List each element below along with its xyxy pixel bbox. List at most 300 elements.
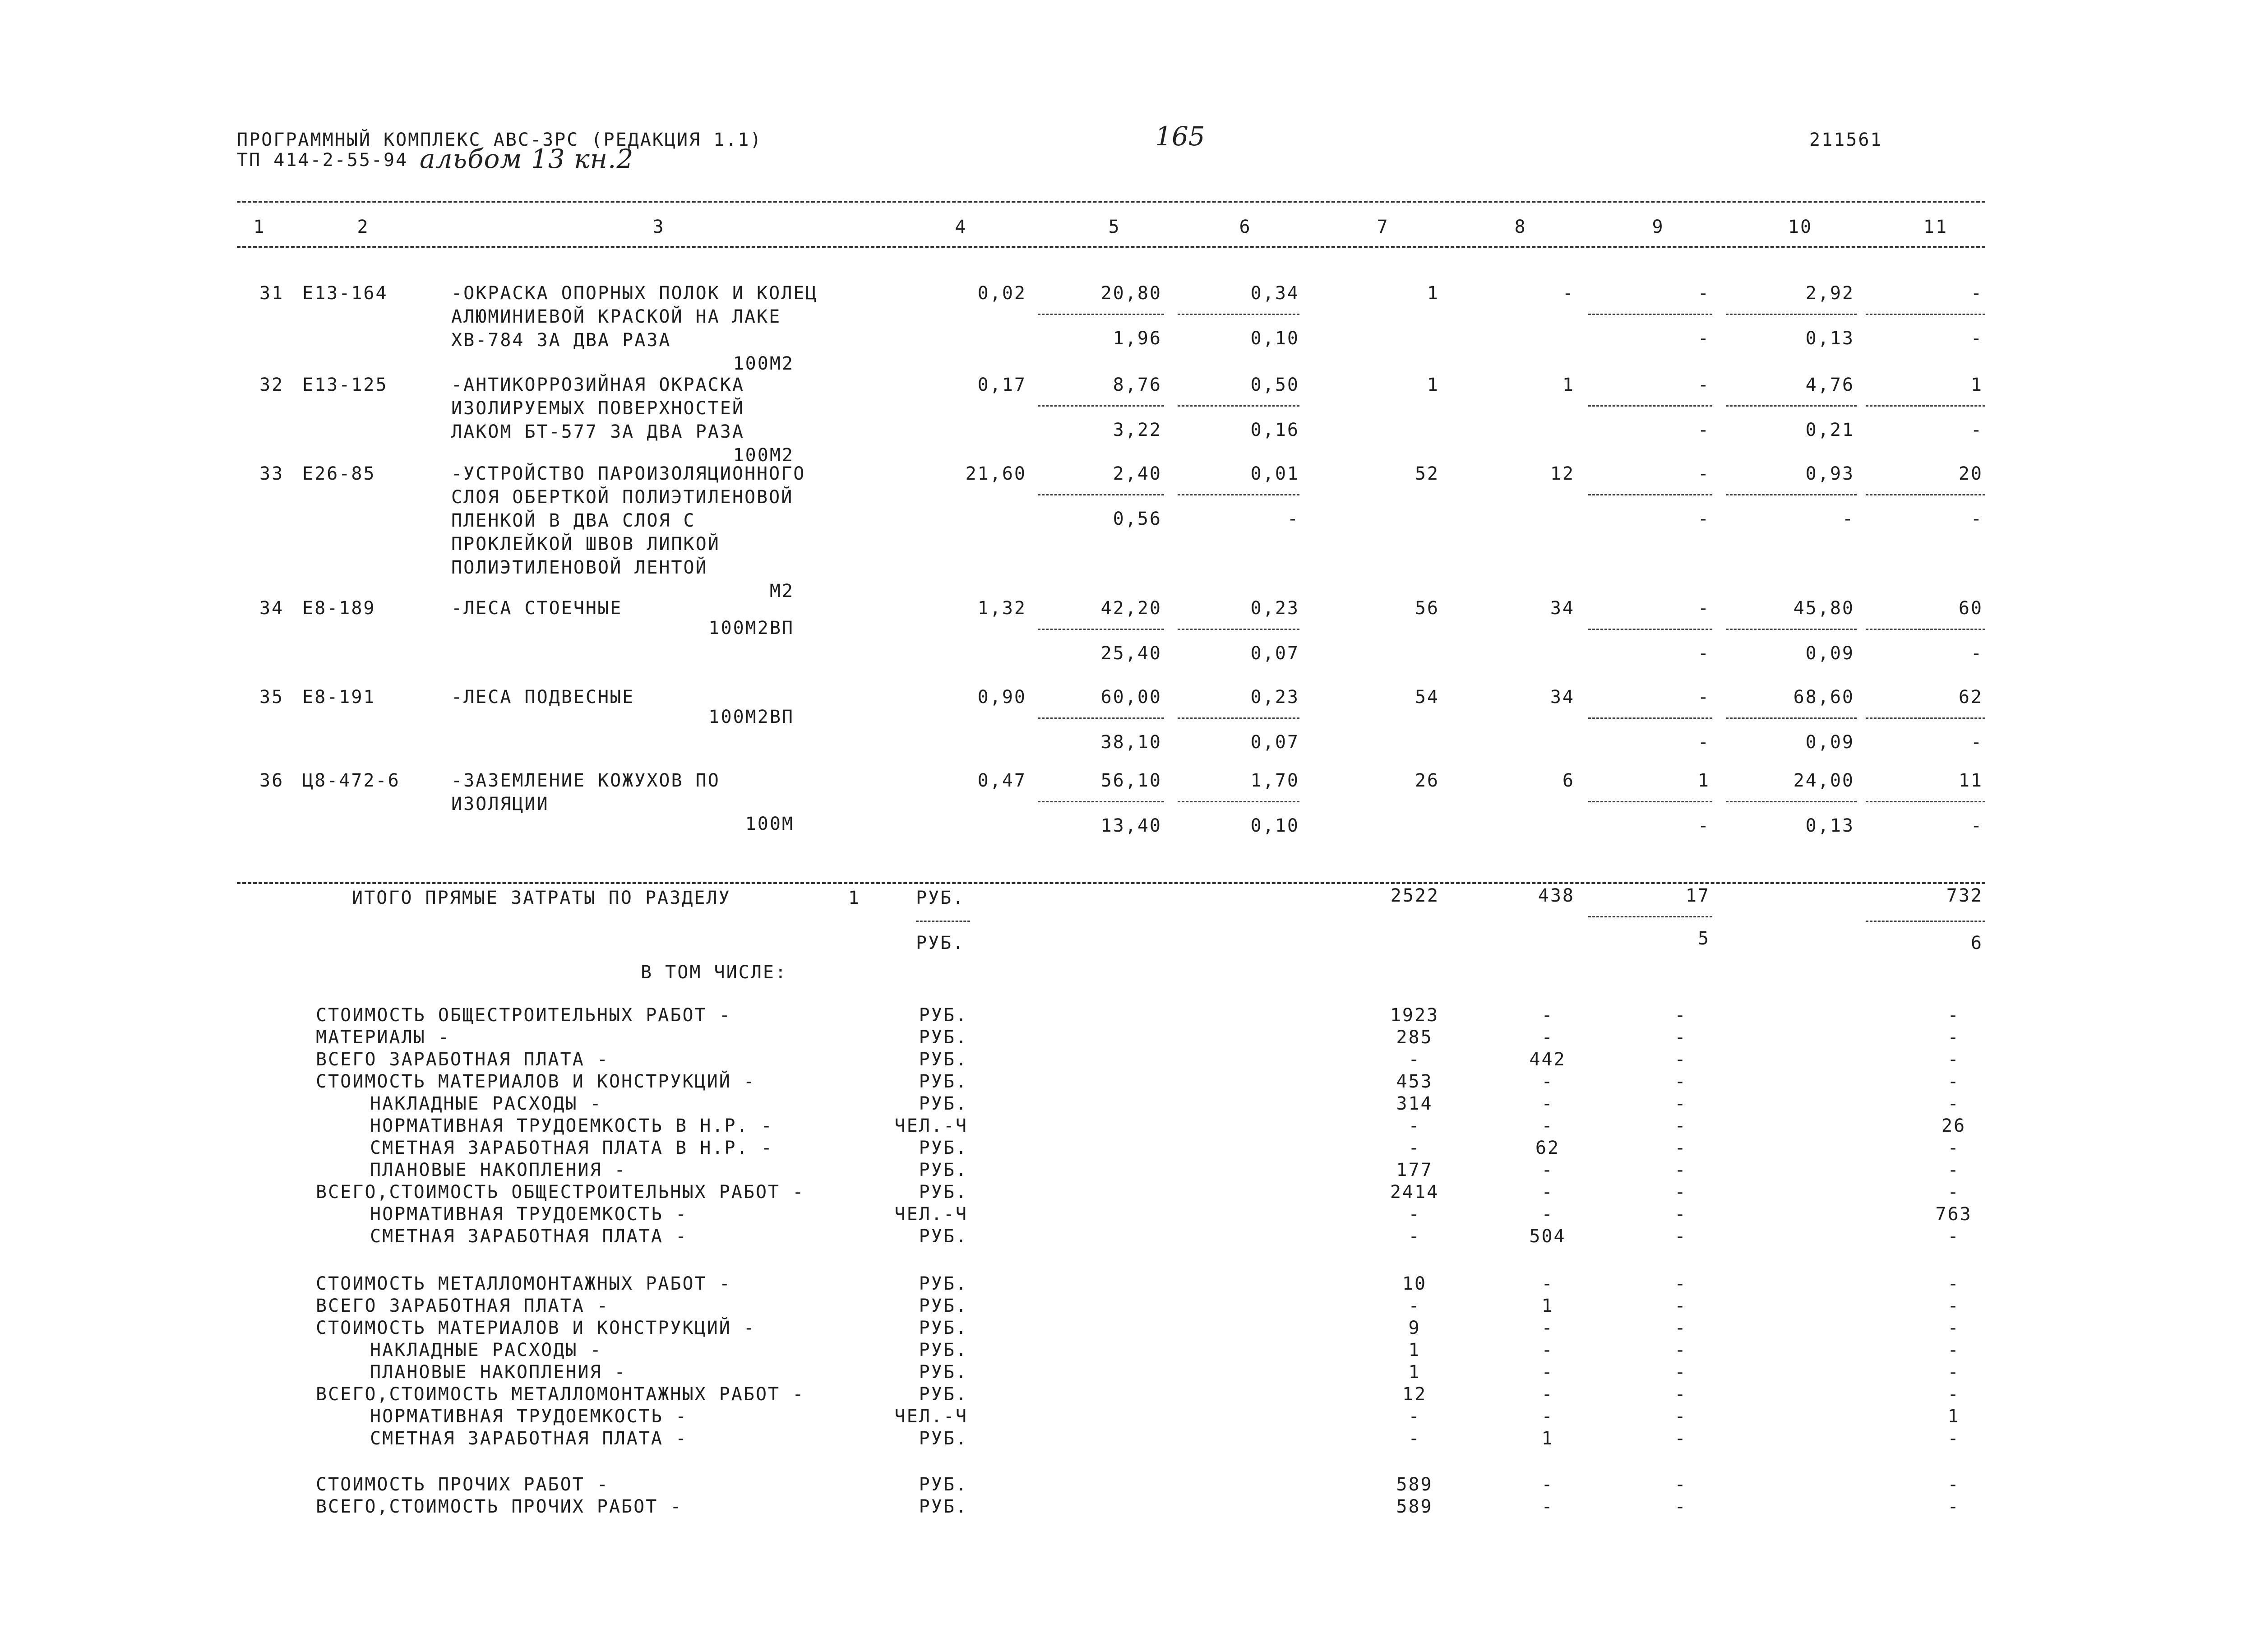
page-number: 165 xyxy=(1155,121,1205,152)
work-description-line: -УСТРОЙСТВО ПАРОИЗОЛЯЦИОННОГО xyxy=(451,463,806,484)
summary-label: ВСЕГО ЗАРАБОТНАЯ ПЛАТА - xyxy=(316,1296,609,1316)
work-description-line: -ОКРАСКА ОПОРНЫХ ПОЛОК И КОЛЕЦ xyxy=(451,283,818,304)
summary-label: МАТЕРИАЛЫ - xyxy=(316,1027,450,1048)
totals-cost: 2522 xyxy=(1390,885,1439,906)
summary-wages: - xyxy=(1541,1027,1554,1048)
summary-label: СМЕТНАЯ ЗАРАБОТНАЯ ПЛАТА - xyxy=(370,1226,688,1247)
total-cost: 54 xyxy=(1415,687,1439,708)
cell-separator xyxy=(1588,314,1712,315)
machine-wages: - xyxy=(1697,509,1710,529)
row-number: 32 xyxy=(259,375,284,395)
cell-separator xyxy=(1588,717,1712,719)
work-description-line: ХВ-784 ЗА ДВА РАЗА xyxy=(451,330,671,351)
total-cost: 52 xyxy=(1415,463,1439,484)
summary-label: СТОИМОСТЬ ПРОЧИХ РАБОТ - xyxy=(316,1474,609,1495)
cell-separator xyxy=(1038,717,1164,719)
unit-cost-total: 2,40 xyxy=(1113,463,1162,484)
summary-label: НАКЛАДНЫЕ РАСХОДЫ - xyxy=(370,1093,602,1114)
machine-wages: - xyxy=(1697,732,1710,753)
work-description-line: ПЛЕНКОЙ В ДВА СЛОЯ С xyxy=(451,510,696,531)
column-header-10: 10 xyxy=(1788,217,1813,237)
summary-cost: - xyxy=(1408,1115,1421,1136)
summary-labor-hours: - xyxy=(1947,1160,1960,1180)
summary-unit: РУБ. xyxy=(919,1226,968,1247)
summary-unit: РУБ. xyxy=(919,1049,968,1070)
quantity: 0,90 xyxy=(977,687,1026,708)
cell-separator xyxy=(1726,717,1857,719)
summary-cost: 10 xyxy=(1402,1273,1427,1294)
totals-unit: РУБ. xyxy=(916,888,965,908)
cell-separator xyxy=(1726,629,1857,630)
unit-of-measure: 100М2 xyxy=(733,445,794,466)
work-description-line: АЛЮМИНИЕВОЙ КРАСКОЙ НА ЛАКЕ xyxy=(451,306,781,327)
quantity: 1,32 xyxy=(977,598,1026,619)
unit-labor-machinist: 0,07 xyxy=(1250,732,1299,753)
summary-label: ВСЕГО,СТОИМОСТЬ МЕТАЛЛОМОНТАЖНЫХ РАБОТ - xyxy=(316,1384,805,1405)
labor-hours: - xyxy=(1970,283,1983,304)
total-cost: 1 xyxy=(1427,283,1439,304)
summary-label: НОРМАТИВНАЯ ТРУДОЕМКОСТЬ - xyxy=(370,1406,688,1427)
summary-machine: - xyxy=(1674,1182,1687,1203)
labor-hours-machinist: - xyxy=(1970,815,1983,836)
summary-machine: - xyxy=(1674,1362,1687,1383)
total-wages: 1 xyxy=(1562,375,1575,395)
summary-cost: 1923 xyxy=(1390,1005,1439,1026)
cell-separator xyxy=(1178,314,1299,315)
summary-machine: - xyxy=(1674,1160,1687,1180)
cell-separator xyxy=(1866,405,1985,407)
cell-separator xyxy=(1866,494,1985,495)
summary-wages: - xyxy=(1541,1273,1554,1294)
summary-wages: - xyxy=(1541,1340,1554,1360)
summary-label: СТОИМОСТЬ МАТЕРИАЛОВ И КОНСТРУКЦИЙ - xyxy=(316,1071,756,1092)
unit-of-measure: 100М2 xyxy=(733,353,794,374)
cell-separator xyxy=(1726,494,1857,495)
handwritten-album-note: альбом 13 кн.2 xyxy=(420,143,634,174)
summary-cost: 589 xyxy=(1396,1496,1433,1517)
totals-machine-cost: 17 xyxy=(1685,885,1710,906)
labor-total: 0,93 xyxy=(1805,463,1854,484)
summary-labor-hours: - xyxy=(1947,1318,1960,1338)
labor-total: 45,80 xyxy=(1793,598,1854,619)
cell-separator xyxy=(1588,629,1712,630)
unit-cost-wages: 1,96 xyxy=(1113,328,1162,349)
summary-cost: 314 xyxy=(1396,1093,1433,1114)
summary-unit: РУБ. xyxy=(919,1496,968,1517)
cell-separator xyxy=(1038,494,1164,495)
summary-cost: - xyxy=(1408,1406,1421,1427)
summary-unit: РУБ. xyxy=(919,1071,968,1092)
rate-code: Е13-125 xyxy=(302,375,388,395)
summary-unit: РУБ. xyxy=(919,1182,968,1203)
cell-separator xyxy=(1178,717,1299,719)
totals-label: ИТОГО ПРЯМЫЕ ЗАТРАТЫ ПО РАЗДЕЛУ xyxy=(352,888,731,908)
summary-wages: 442 xyxy=(1529,1049,1566,1070)
summary-wages: - xyxy=(1541,1318,1554,1338)
summary-wages: - xyxy=(1541,1071,1554,1092)
including-heading: В ТОМ ЧИСЛЕ: xyxy=(641,962,787,983)
cell-separator xyxy=(1726,801,1857,802)
summary-cost: 12 xyxy=(1402,1384,1427,1405)
summary-label: СТОИМОСТЬ МЕТАЛЛОМОНТАЖНЫХ РАБОТ - xyxy=(316,1273,731,1294)
totals-separator xyxy=(1588,916,1712,917)
labor-total: 24,00 xyxy=(1793,770,1854,791)
summary-unit: РУБ. xyxy=(919,1474,968,1495)
rate-code: Е26-85 xyxy=(302,463,376,484)
unit-labor: 0,50 xyxy=(1250,375,1299,395)
labor-hours-machinist: - xyxy=(1970,509,1983,529)
machine-wages: - xyxy=(1697,420,1710,440)
unit-cost-total: 56,10 xyxy=(1100,770,1162,791)
summary-unit: РУБ. xyxy=(919,1027,968,1048)
summary-wages: - xyxy=(1541,1204,1554,1225)
project-code: ТП 414-2-55-94 xyxy=(237,150,408,171)
labor-hours-machinist: - xyxy=(1970,420,1983,440)
labor-total: 4,76 xyxy=(1805,375,1854,395)
unit-of-measure: 100М2ВП xyxy=(708,707,794,727)
summary-label: СТОИМОСТЬ МАТЕРИАЛОВ И КОНСТРУКЦИЙ - xyxy=(316,1318,756,1338)
machine-cost: - xyxy=(1697,463,1710,484)
work-description-line: ПРОКЛЕЙКОЙ ШВОВ ЛИПКОЙ xyxy=(451,534,720,555)
cell-separator xyxy=(1038,801,1164,802)
summary-cost: 1 xyxy=(1408,1340,1421,1360)
labor-hours-machinist: - xyxy=(1970,732,1983,753)
summary-machine: - xyxy=(1674,1204,1687,1225)
summary-machine: - xyxy=(1674,1340,1687,1360)
summary-unit: РУБ. xyxy=(919,1273,968,1294)
summary-wages: - xyxy=(1541,1093,1554,1114)
unit-cost-wages: 25,40 xyxy=(1100,643,1162,664)
machine-wages: - xyxy=(1697,643,1710,664)
summary-label: СТОИМОСТЬ ОБЩЕСТРОИТЕЛЬНЫХ РАБОТ - xyxy=(316,1005,731,1026)
rate-code: Е8-191 xyxy=(302,687,376,708)
unit-cost-wages: 13,40 xyxy=(1100,815,1162,836)
summary-unit: РУБ. xyxy=(919,1093,968,1114)
total-cost: 1 xyxy=(1427,375,1439,395)
labor-machinist: 0,09 xyxy=(1805,643,1854,664)
labor-hours-machinist: - xyxy=(1970,643,1983,664)
cell-separator xyxy=(1726,405,1857,407)
column-header-8: 8 xyxy=(1514,217,1527,237)
summary-label: СМЕТНАЯ ЗАРАБОТНАЯ ПЛАТА - xyxy=(370,1428,688,1449)
labor-total: 68,60 xyxy=(1793,687,1854,708)
work-description-line: СЛОЯ ОБЕРТКОЙ ПОЛИЭТИЛЕНОВОЙ xyxy=(451,487,794,508)
summary-machine: - xyxy=(1674,1318,1687,1338)
summary-wages: 1 xyxy=(1541,1296,1554,1316)
column-header-2: 2 xyxy=(357,217,370,237)
machine-cost: - xyxy=(1697,687,1710,708)
unit-labor: 0,34 xyxy=(1250,283,1299,304)
summary-machine: - xyxy=(1674,1005,1687,1026)
column-header-6: 6 xyxy=(1239,217,1252,237)
labor-machinist: - xyxy=(1842,509,1854,529)
quantity: 0,17 xyxy=(977,375,1026,395)
row-number: 31 xyxy=(259,283,284,304)
summary-labor-hours: - xyxy=(1947,1071,1960,1092)
totals-separator xyxy=(1866,921,1985,922)
summary-cost: - xyxy=(1408,1428,1421,1449)
summary-wages: - xyxy=(1541,1496,1554,1517)
summary-machine: - xyxy=(1674,1115,1687,1136)
summary-labor-hours: 26 xyxy=(1941,1115,1966,1136)
labor-hours: 11 xyxy=(1958,770,1983,791)
summary-unit: РУБ. xyxy=(919,1318,968,1338)
summary-label: НОРМАТИВНАЯ ТРУДОЕМКОСТЬ В Н.Р. - xyxy=(370,1115,773,1136)
summary-unit: РУБ. xyxy=(919,1296,968,1316)
summary-label: СМЕТНАЯ ЗАРАБОТНАЯ ПЛАТА В Н.Р. - xyxy=(370,1138,773,1158)
summary-cost: - xyxy=(1408,1204,1421,1225)
unit-cost-total: 20,80 xyxy=(1100,283,1162,304)
summary-machine: - xyxy=(1674,1474,1687,1495)
work-description-line: ИЗОЛЯЦИИ xyxy=(451,794,549,814)
work-description-line: -ЛЕСА ПОДВЕСНЫЕ xyxy=(451,687,635,708)
summary-wages: - xyxy=(1541,1005,1554,1026)
summary-cost: 177 xyxy=(1396,1160,1433,1180)
column-header-1: 1 xyxy=(253,217,266,237)
summary-cost: 285 xyxy=(1396,1027,1433,1048)
cell-separator xyxy=(1588,405,1712,407)
machine-wages: - xyxy=(1697,815,1710,836)
summary-label: НОРМАТИВНАЯ ТРУДОЕМКОСТЬ - xyxy=(370,1204,688,1225)
labor-machinist: 0,21 xyxy=(1805,420,1854,440)
quantity: 0,47 xyxy=(977,770,1026,791)
summary-labor-hours: - xyxy=(1947,1005,1960,1026)
unit-cost-wages: 3,22 xyxy=(1113,420,1162,440)
cell-separator xyxy=(1038,405,1164,407)
summary-labor-hours: - xyxy=(1947,1362,1960,1383)
summary-wages: 1 xyxy=(1541,1428,1554,1449)
machine-cost: - xyxy=(1697,598,1710,619)
summary-labor-hours: - xyxy=(1947,1226,1960,1247)
labor-machinist: 0,13 xyxy=(1805,815,1854,836)
summary-wages: - xyxy=(1541,1362,1554,1383)
labor-hours: 1 xyxy=(1970,375,1983,395)
summary-machine: - xyxy=(1674,1138,1687,1158)
summary-wages: - xyxy=(1541,1160,1554,1180)
unit-labor: 0,01 xyxy=(1250,463,1299,484)
column-header-4: 4 xyxy=(955,217,967,237)
summary-cost: - xyxy=(1408,1138,1421,1158)
summary-cost: 589 xyxy=(1396,1474,1433,1495)
totals-section: 1 xyxy=(848,888,861,908)
labor-hours-machinist: - xyxy=(1970,328,1983,349)
unit-of-measure: 100М xyxy=(745,814,794,834)
document-number: 211561 xyxy=(1809,130,1883,150)
summary-labor-hours: - xyxy=(1947,1496,1960,1517)
cell-separator xyxy=(1038,314,1164,315)
summary-unit: РУБ. xyxy=(919,1384,968,1405)
total-wages: 34 xyxy=(1550,598,1575,619)
rate-code: Е8-189 xyxy=(302,598,376,619)
labor-machinist: 0,13 xyxy=(1805,328,1854,349)
summary-label: НАКЛАДНЫЕ РАСХОДЫ - xyxy=(370,1340,602,1360)
summary-labor-hours: - xyxy=(1947,1474,1960,1495)
summary-cost: 2414 xyxy=(1390,1182,1439,1203)
total-wages: 12 xyxy=(1550,463,1575,484)
summary-wages: - xyxy=(1541,1406,1554,1427)
summary-unit: РУБ. xyxy=(919,1138,968,1158)
summary-labor-hours: - xyxy=(1947,1027,1960,1048)
column-header-3: 3 xyxy=(652,217,665,237)
summary-wages: - xyxy=(1541,1384,1554,1405)
unit-labor-machinist: 0,10 xyxy=(1250,815,1299,836)
total-wages: 34 xyxy=(1550,687,1575,708)
cell-separator xyxy=(1866,314,1985,315)
total-wages: - xyxy=(1562,283,1575,304)
machine-cost: - xyxy=(1697,375,1710,395)
unit-cost-total: 60,00 xyxy=(1100,687,1162,708)
column-header-9: 9 xyxy=(1652,217,1664,237)
machine-cost: 1 xyxy=(1697,770,1710,791)
unit-of-measure: М2 xyxy=(769,581,794,602)
unit-labor-machinist: 0,07 xyxy=(1250,643,1299,664)
unit-of-measure: 100М2ВП xyxy=(708,618,794,639)
summary-label: ВСЕГО ЗАРАБОТНАЯ ПЛАТА - xyxy=(316,1049,609,1070)
table-bottom-rule xyxy=(237,882,1985,884)
summary-labor-hours: 1 xyxy=(1947,1406,1960,1427)
unit-labor: 0,23 xyxy=(1250,598,1299,619)
summary-labor-hours: - xyxy=(1947,1138,1960,1158)
unit-labor-machinist: - xyxy=(1287,509,1299,529)
summary-labor-hours: - xyxy=(1947,1273,1960,1294)
work-description-line: ЛАКОМ БТ-577 ЗА ДВА РАЗА xyxy=(451,421,744,442)
summary-labor-hours: - xyxy=(1947,1049,1960,1070)
cell-separator xyxy=(1866,717,1985,719)
totals-unit-separator xyxy=(916,921,970,922)
work-description-line: -ЗАЗЕМЛЕНИЕ КОЖУХОВ ПО xyxy=(451,770,720,791)
total-cost: 56 xyxy=(1415,598,1439,619)
summary-unit: РУБ. xyxy=(919,1340,968,1360)
cell-separator xyxy=(1178,629,1299,630)
totals-machine-wages: 5 xyxy=(1697,928,1710,949)
summary-cost: 1 xyxy=(1408,1362,1421,1383)
unit-cost-total: 42,20 xyxy=(1100,598,1162,619)
summary-unit: РУБ. xyxy=(919,1160,968,1180)
row-number: 35 xyxy=(259,687,284,708)
column-header-5: 5 xyxy=(1108,217,1121,237)
summary-machine: - xyxy=(1674,1049,1687,1070)
summary-machine: - xyxy=(1674,1093,1687,1114)
labor-hours: 20 xyxy=(1958,463,1983,484)
summary-label: ПЛАНОВЫЕ НАКОПЛЕНИЯ - xyxy=(370,1362,627,1383)
unit-labor: 1,70 xyxy=(1250,770,1299,791)
labor-total: 2,92 xyxy=(1805,283,1854,304)
cell-separator xyxy=(1866,629,1985,630)
cell-separator xyxy=(1178,494,1299,495)
summary-labor-hours: - xyxy=(1947,1093,1960,1114)
unit-labor: 0,23 xyxy=(1250,687,1299,708)
summary-labor-hours: - xyxy=(1947,1340,1960,1360)
summary-unit: ЧЕЛ.-Ч xyxy=(894,1406,968,1427)
unit-cost-wages: 38,10 xyxy=(1100,732,1162,753)
summary-labor-hours: 763 xyxy=(1935,1204,1972,1225)
quantity: 0,02 xyxy=(977,283,1026,304)
unit-labor-machinist: 0,10 xyxy=(1250,328,1299,349)
summary-cost: - xyxy=(1408,1296,1421,1316)
unit-cost-wages: 0,56 xyxy=(1113,509,1162,529)
summary-unit: РУБ. xyxy=(919,1428,968,1449)
rate-code: Е13-164 xyxy=(302,283,388,304)
machine-wages: - xyxy=(1697,328,1710,349)
work-description-line: ИЗОЛИРУЕМЫХ ПОВЕРХНОСТЕЙ xyxy=(451,398,744,419)
summary-machine: - xyxy=(1674,1027,1687,1048)
summary-machine: - xyxy=(1674,1496,1687,1517)
summary-unit: РУБ. xyxy=(919,1362,968,1383)
machine-cost: - xyxy=(1697,283,1710,304)
summary-wages: 62 xyxy=(1535,1138,1560,1158)
cell-separator xyxy=(1178,405,1299,407)
work-description-line: -АНТИКОРРОЗИЙНАЯ ОКРАСКА xyxy=(451,375,744,395)
summary-machine: - xyxy=(1674,1296,1687,1316)
summary-cost: 453 xyxy=(1396,1071,1433,1092)
summary-label: ВСЕГО,СТОИМОСТЬ ОБЩЕСТРОИТЕЛЬНЫХ РАБОТ - xyxy=(316,1182,805,1203)
cell-separator xyxy=(1588,494,1712,495)
summary-machine: - xyxy=(1674,1384,1687,1405)
column-header-11: 11 xyxy=(1923,217,1948,237)
summary-wages: - xyxy=(1541,1182,1554,1203)
labor-hours: 60 xyxy=(1958,598,1983,619)
cell-separator xyxy=(1178,801,1299,802)
summary-labor-hours: - xyxy=(1947,1296,1960,1316)
totals-labor-hours-machinist: 6 xyxy=(1970,933,1983,953)
summary-unit: РУБ. xyxy=(919,1005,968,1026)
cell-separator xyxy=(1588,801,1712,802)
summary-wages: - xyxy=(1541,1115,1554,1136)
summary-labor-hours: - xyxy=(1947,1428,1960,1449)
totals-unit-2: РУБ. xyxy=(916,933,965,953)
summary-label: ВСЕГО,СТОИМОСТЬ ПРОЧИХ РАБОТ - xyxy=(316,1496,683,1517)
row-number: 36 xyxy=(259,770,284,791)
totals-labor-hours: 732 xyxy=(1946,885,1983,906)
program-title: ПРОГРАММНЫЙ КОМПЛЕКС АВС-3РС (РЕДАКЦИЯ 1.1) xyxy=(237,130,763,150)
summary-machine: - xyxy=(1674,1071,1687,1092)
summary-machine: - xyxy=(1674,1406,1687,1427)
total-cost: 26 xyxy=(1415,770,1439,791)
summary-cost: - xyxy=(1408,1226,1421,1247)
summary-machine: - xyxy=(1674,1273,1687,1294)
labor-hours: 62 xyxy=(1958,687,1983,708)
rate-code: Ц8-472-6 xyxy=(302,770,400,791)
summary-unit: ЧЕЛ.-Ч xyxy=(894,1204,968,1225)
summary-machine: - xyxy=(1674,1428,1687,1449)
summary-labor-hours: - xyxy=(1947,1182,1960,1203)
totals-wages: 438 xyxy=(1538,885,1575,906)
column-header-7: 7 xyxy=(1377,217,1389,237)
cell-separator xyxy=(1038,629,1164,630)
summary-cost: 9 xyxy=(1408,1318,1421,1338)
summary-wages: 504 xyxy=(1529,1226,1566,1247)
row-number: 33 xyxy=(259,463,284,484)
cell-separator xyxy=(1866,801,1985,802)
quantity: 21,60 xyxy=(965,463,1026,484)
labor-machinist: 0,09 xyxy=(1805,732,1854,753)
row-number: 34 xyxy=(259,598,284,619)
unit-labor-machinist: 0,16 xyxy=(1250,420,1299,440)
summary-unit: ЧЕЛ.-Ч xyxy=(894,1115,968,1136)
total-wages: 6 xyxy=(1562,770,1575,791)
header-bottom-rule xyxy=(237,246,1985,248)
summary-label: ПЛАНОВЫЕ НАКОПЛЕНИЯ - xyxy=(370,1160,627,1180)
work-description-line: ПОЛИЭТИЛЕНОВОЙ ЛЕНТОЙ xyxy=(451,557,708,578)
work-description-line: -ЛЕСА СТОЕЧНЫЕ xyxy=(451,598,623,619)
cell-separator xyxy=(1726,314,1857,315)
header-top-rule xyxy=(237,201,1985,203)
summary-machine: - xyxy=(1674,1226,1687,1247)
summary-wages: - xyxy=(1541,1474,1554,1495)
unit-cost-total: 8,76 xyxy=(1113,375,1162,395)
summary-cost: - xyxy=(1408,1049,1421,1070)
summary-labor-hours: - xyxy=(1947,1384,1960,1405)
